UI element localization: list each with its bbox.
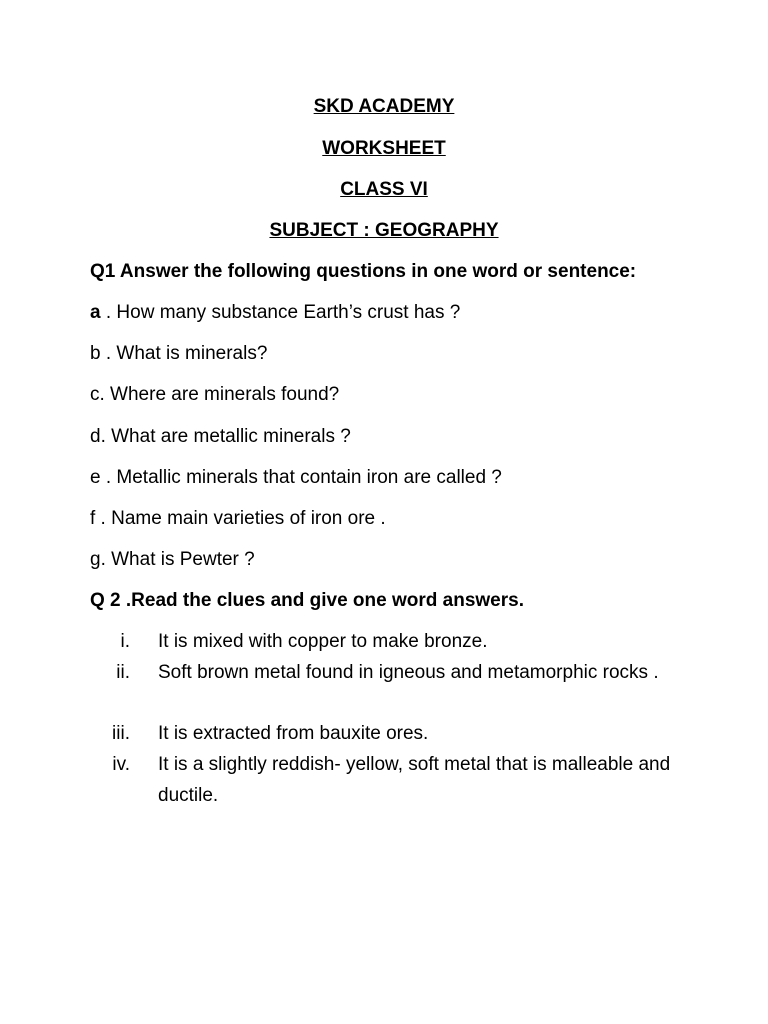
doc-type: WORKSHEET [322, 138, 446, 159]
class-label: CLASS VI [340, 179, 428, 200]
school-name: SKD ACADEMY [313, 96, 455, 117]
q2-item-iv-text: It is a slightly reddish- yellow, soft metal that is malleable and ductile. [158, 754, 671, 806]
q1-item-b: b . What is minerals? [90, 343, 268, 364]
q1-title: Q1 Answer the following questions in one word or sentence: [90, 261, 637, 282]
q2-item-iii-text: It is extracted from bauxite ores. [158, 723, 429, 744]
q2-item-ii-num: ii. [116, 662, 130, 683]
q1-item-g: g. What is Pewter ? [90, 549, 255, 570]
q2-title: Q 2 .Read the clues and give one word answers. [90, 590, 524, 611]
subject-label: SUBJECT : GEOGRAPHY [269, 220, 499, 241]
q1-item-e: e . Metallic minerals that contain iron are called ? [90, 467, 502, 488]
q2-item-ii-text: Soft brown metal found in igneous and metamorphic rocks . [158, 662, 659, 683]
q2-item-i-text: It is mixed with copper to make bronze. [158, 631, 488, 652]
q1-item-f: f . Name main varieties of iron ore . [90, 508, 386, 529]
q1-item-d: d. What are metallic minerals ? [90, 426, 351, 447]
q1-item-c: c. Where are minerals found? [90, 384, 340, 405]
q1-item-a [90, 301, 460, 325]
q2-item-iv-num: iv. [112, 754, 130, 775]
q1-item-a-label: a [90, 302, 101, 323]
q2-item-iii-num: iii. [112, 723, 130, 744]
q1-item-a-text: . How many substance Earth’s crust has ? [100, 302, 461, 323]
q2-item-i-num: i. [120, 631, 130, 652]
